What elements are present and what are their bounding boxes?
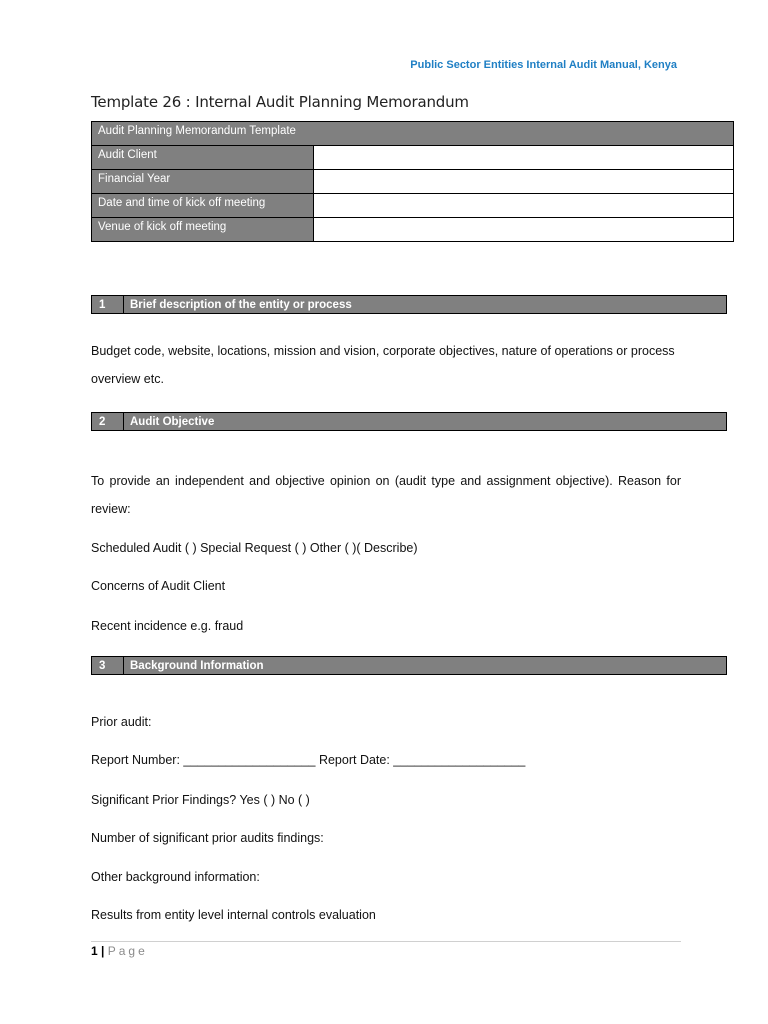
results-line: Results from entity level internal controls evaluation — [91, 908, 376, 922]
memo-table-heading: Audit Planning Memorandum Template — [92, 122, 734, 146]
section-number: 2 — [92, 413, 124, 430]
table-row — [92, 146, 734, 170]
other-info-line: Other background information: — [91, 870, 260, 884]
table-row — [92, 170, 734, 194]
section-1-bar — [91, 295, 727, 314]
row-value-audit-client — [314, 146, 734, 170]
memo-table-heading-row — [92, 122, 734, 146]
row-value-kickoff-venue — [314, 218, 734, 242]
memo-table — [91, 121, 734, 242]
row-label-audit-client: Audit Client — [92, 146, 314, 170]
table-row — [92, 194, 734, 218]
number-findings-line: Number of significant prior audits findings: — [91, 831, 324, 845]
section-title: Brief description of the entity or process — [130, 298, 352, 311]
significant-findings-line: Significant Prior Findings? Yes ( ) No ( ) — [91, 793, 310, 807]
report-number-line: Report Number: ___________________ Report Date: ___________________ — [91, 753, 526, 767]
section-title: Audit Objective — [130, 415, 215, 428]
prior-audit-line: Prior audit: — [91, 715, 152, 729]
audit-objective-text: To provide an independent and objective opinion on (audit type and assignment objective). Reason for review: — [91, 474, 681, 516]
incidence-line: Recent incidence e.g. fraud — [91, 619, 244, 633]
section-number: 1 — [92, 296, 124, 313]
concerns-line: Concerns of Audit Client — [91, 579, 226, 593]
section-3-bar — [91, 656, 727, 675]
row-label-kickoff-datetime: Date and time of kick off meeting — [92, 194, 314, 218]
page-label: Page — [107, 944, 148, 958]
table-row — [92, 218, 734, 242]
row-label-kickoff-venue: Venue of kick off meeting — [92, 218, 314, 242]
section-title: Background Information — [130, 659, 264, 672]
footer-divider — [91, 941, 681, 942]
row-label-financial-year: Financial Year — [92, 170, 314, 194]
page-number: 1 | — [91, 944, 105, 958]
template-title: Template 26 : Internal Audit Planning Memorandum — [91, 93, 469, 111]
reason-options: Scheduled Audit ( ) Special Request ( ) Other ( )( Describe) — [91, 541, 418, 555]
section-2-bar — [91, 412, 727, 431]
row-value-financial-year — [314, 170, 734, 194]
section-1-text: Budget code, website, locations, mission and vision, corporate objectives, nature of operations or process overview etc. — [91, 344, 675, 386]
page-footer — [91, 944, 148, 958]
row-value-kickoff-datetime — [314, 194, 734, 218]
section-number: 3 — [92, 657, 124, 674]
running-header: Public Sector Entities Internal Audit Manual, Kenya — [410, 59, 677, 71]
